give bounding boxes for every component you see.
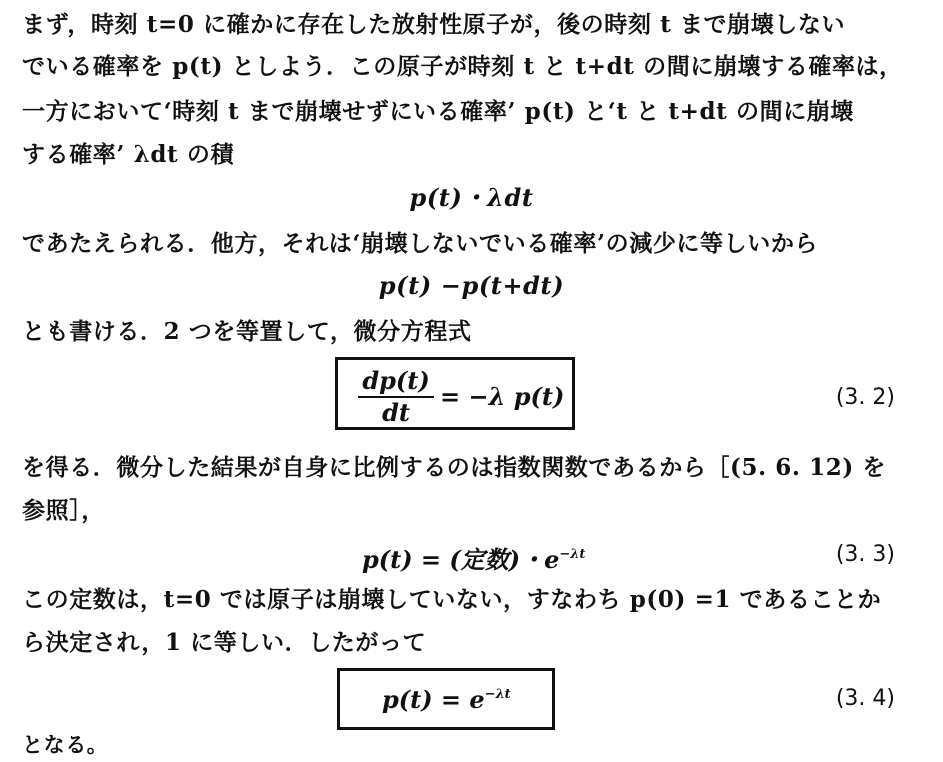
text-line: とも書ける．2 つを等置して，微分方程式 — [22, 318, 472, 345]
fraction-numerator: dp(t) — [362, 366, 430, 395]
equation-number-3-3: (3. 3) — [835, 542, 895, 567]
equation-difference: p(t) −p(t+dt) — [378, 271, 565, 300]
equation-rhs: = −λ p(t) — [440, 382, 565, 411]
text-line: でいる確率を p(t) としよう．この原子が時刻 t と t+dt の間に崩壊する確率は， — [22, 53, 903, 80]
equation-box-3-4 — [337, 668, 555, 730]
text-line: となる。 — [22, 732, 109, 757]
text-line: まず，時刻 t=0 に確かに存在した放射性原子が，後の時刻 t まで崩壊しない — [22, 11, 846, 38]
text-line: 一方において‘時刻 t まで崩壊せずにいる確率’ p(t) と‘t と t+dt の間に崩壊 — [22, 98, 854, 125]
text-line: であたえられる．他方，それは‘崩壊しないでいる確率’の減少に等しいから — [22, 230, 819, 257]
text-line: ら決定され，1 に等しい．したがって — [22, 629, 427, 656]
text-line: この定数は，t=0 では原子は崩壊していない，すなわち p(0) =1 であることか — [22, 586, 882, 613]
fraction-denominator: dt — [382, 398, 410, 427]
equation-3-3 — [362, 540, 585, 575]
exponent: −λt — [559, 547, 586, 562]
equation-3-4 — [382, 685, 511, 714]
text-line: を得る．微分した結果が自身に比例するのは指数関数であるから［(5. 6. 12) を — [22, 454, 887, 481]
equation-product: p(t)・λdt — [409, 183, 534, 212]
text-line: する確率’ λdt の積 — [22, 141, 235, 168]
text-line: 参照］， — [22, 497, 105, 524]
equation-lhs: p(t) = (定数)・e — [362, 545, 560, 574]
equation-number-3-2: (3. 2) — [835, 385, 895, 410]
equation-number-3-4: (3. 4) — [835, 686, 895, 711]
equation-box-3-2 — [335, 357, 575, 430]
exponent: −λt — [484, 687, 511, 702]
equation-lhs: p(t) = e — [382, 685, 485, 714]
